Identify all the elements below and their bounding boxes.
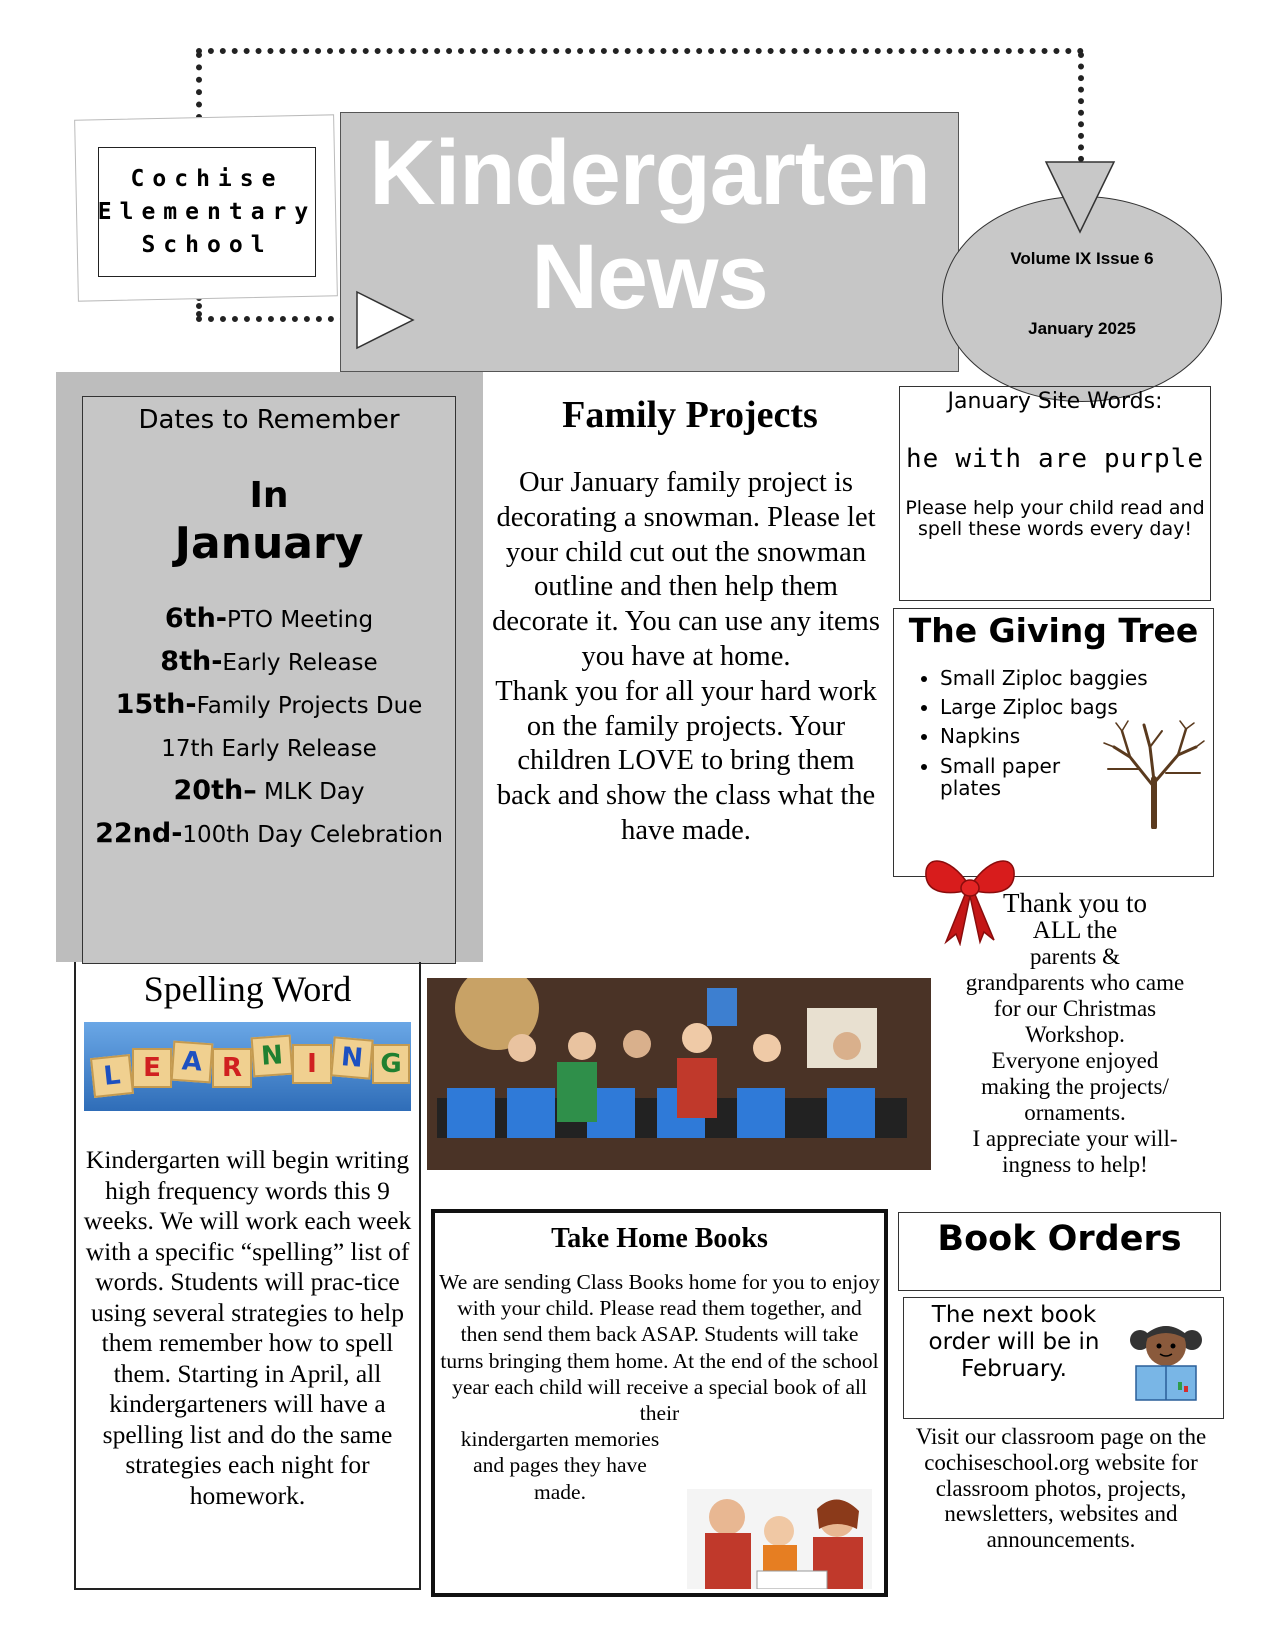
date-item (83, 597, 455, 640)
newsletter-title-box (340, 112, 959, 372)
family-projects-paragraph: Our January family project is decorating a snowman. Please let your child cut out the snowman outline and then help them decorate it. You can use any items you have at home. (492, 467, 880, 672)
learning-blocks-image (84, 1022, 411, 1111)
date-event: PTO Meeting (227, 607, 374, 633)
thanks-line: I appreciate your will- (972, 1126, 1178, 1151)
date-event: Family Projects Due (196, 693, 423, 719)
thank-you-note (950, 888, 1200, 1178)
arrow-right-icon (355, 290, 417, 350)
issue-volume: Volume IX Issue 6 (1010, 249, 1154, 268)
block-letter: A (171, 1041, 214, 1084)
block-letter: N (251, 1035, 294, 1078)
list-item: • Small Ziploc baggies (940, 664, 1213, 693)
thanks-line: Thank you to (1003, 888, 1147, 918)
date-day: 15th- (115, 689, 197, 720)
block-letter: N (330, 1036, 373, 1079)
thanks-line: parents & (1029, 944, 1121, 969)
spelling-word-box (74, 962, 421, 1590)
dates-to-remember-panel (82, 396, 456, 964)
book-orders-text: The next book order will be in February. (928, 1302, 1100, 1382)
school-name-line: School (141, 231, 273, 258)
thanks-line: grandparents who came (965, 970, 1185, 995)
date-item (83, 726, 455, 769)
block-letter: L (90, 1054, 134, 1098)
date-day: 8th- (160, 646, 223, 677)
dates-title: Dates to Remember (138, 405, 400, 435)
dotted-line-left (196, 52, 202, 120)
take-home-books-title: Take Home Books (551, 1223, 768, 1254)
thanks-line: ALL the (1032, 917, 1118, 944)
thanks-line: ornaments. (1024, 1100, 1126, 1125)
date-day: 20th– (173, 775, 257, 806)
site-word: with (955, 444, 1022, 474)
list-item: • Large Ziploc bags (940, 693, 1213, 722)
list-item: • Napkins (940, 722, 1213, 751)
family-projects-paragraph: Thank you for all your hard work on the family projects. Your children LOVE to bring them back and show the class what the have made. (495, 675, 877, 846)
dates-month: January (174, 518, 364, 569)
arrow-down-icon (1044, 160, 1116, 234)
book-orders-title: Book Orders (898, 1212, 1221, 1291)
date-item (83, 683, 455, 726)
giving-tree-box (893, 608, 1214, 877)
site-words-list (900, 444, 1210, 474)
site-words-box (899, 386, 1211, 601)
site-word: purple (1104, 444, 1204, 474)
tail-line: made. (534, 1479, 586, 1504)
thanks-line: Workshop. (1025, 1022, 1125, 1047)
dates-list (83, 597, 455, 855)
thanks-line: ingness to help! (1002, 1152, 1148, 1177)
block-letter: G (372, 1044, 410, 1084)
tail-line: and pages they have (473, 1453, 647, 1478)
site-word: he (906, 444, 940, 474)
family-reading-photo (687, 1489, 872, 1589)
block-letter: R (212, 1048, 252, 1088)
site-word: are (1038, 444, 1088, 474)
bare-tree-icon (1100, 717, 1208, 829)
giving-tree-title: The Giving Tree (908, 611, 1199, 650)
take-home-books-tail (435, 1426, 685, 1505)
list-item: • Small paper plates (940, 751, 1080, 799)
visit-classroom-note: Visit our classroom page on the cochiseschool.org website for classroom photos, projects, newsletters, websites and announcements. (915, 1424, 1207, 1553)
newsletter-title-line1: Kindergarten (369, 122, 930, 224)
dotted-line-top (196, 48, 1084, 54)
thanks-line: for our Christmas (993, 996, 1157, 1021)
date-event: 17th Early Release (161, 736, 377, 762)
date-event: Early Release (222, 650, 378, 676)
book-orders-box (903, 1297, 1224, 1419)
tail-line: kindergarten memories (460, 1427, 660, 1452)
date-day: 22nd- (95, 818, 183, 849)
girl-reading-icon (1126, 1320, 1206, 1402)
spelling-body: Kindergarten will begin writing high frequency words this 9 weeks. We will work each week with a specific “spelling” list of words. Students will prac-tice using several strategies to help them remember how to spell them. Starting in April, all kindergarteners will have a spelling list and do the same strategies each night for homework. (83, 1145, 412, 1510)
family-projects-title: Family Projects (562, 394, 818, 436)
dates-in-label: In (249, 475, 289, 516)
site-words-title: January Site Words: (947, 389, 1163, 414)
date-day: 6th- (164, 603, 228, 634)
school-name-box (98, 147, 316, 277)
block-letter: E (132, 1048, 172, 1088)
site-words-help: Please help your child read and spell these words every day! (905, 497, 1205, 540)
date-item (83, 640, 455, 683)
dotted-line-bottom (196, 316, 346, 322)
date-event: 100th Day Celebration (182, 822, 443, 848)
family-projects-body (492, 466, 880, 849)
school-name-line: Elementary (97, 198, 317, 225)
date-item (83, 812, 455, 855)
dotted-line-right (1078, 52, 1084, 162)
thanks-line: Everyone enjoyed (991, 1048, 1159, 1073)
date-item (83, 769, 455, 812)
class-performance-photo (427, 978, 931, 1170)
newsletter-title-line2: News (531, 226, 768, 328)
spelling-title: Spelling Word (143, 969, 352, 1009)
school-name-line: Cochise (130, 165, 284, 192)
thanks-line: making the projects/ (981, 1074, 1169, 1099)
issue-date: January 2025 (1028, 319, 1136, 338)
block-letter: I (292, 1044, 332, 1084)
take-home-books-body: We are sending Class Books home for you to enjoy with your child. Please read them together, and then send them back ASAP. Students will take turns bringing them home. At the end of the school year each child will receive a special book of all their (439, 1270, 880, 1426)
date-event: MLK Day (256, 779, 365, 805)
